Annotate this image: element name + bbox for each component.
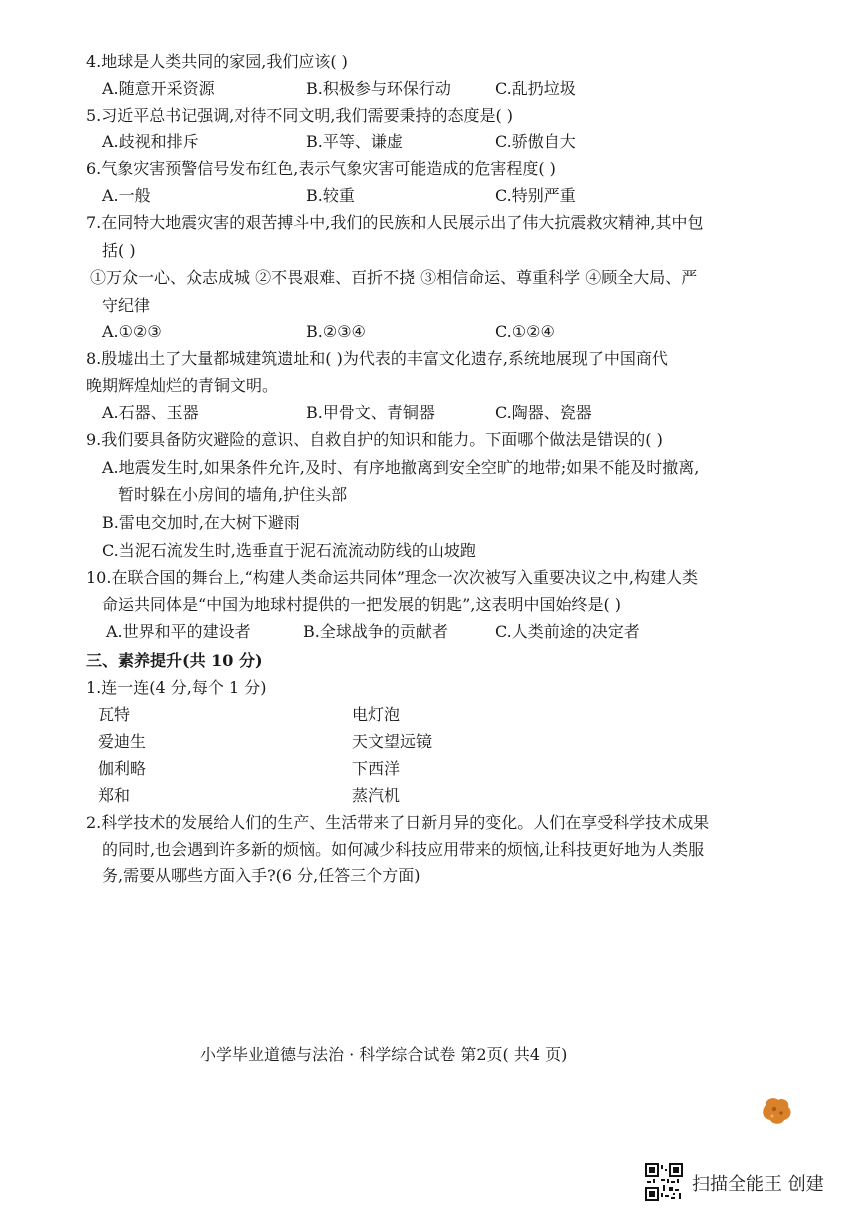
- question-7-option-a: A.①②③: [102, 322, 162, 341]
- match-right-item: 电灯泡: [352, 705, 401, 724]
- question-5-option-c: C.骄傲自大: [495, 132, 576, 151]
- question-10-option-a: A.世界和平的建设者: [106, 622, 251, 641]
- match-right-item: 蒸汽机: [352, 786, 401, 805]
- question-2-line-1: 2.科学技术的发展给人们的生产、生活带来了日新月异的变化。人们在享受科学技术成果: [86, 813, 710, 832]
- question-6-option-b: B.较重: [306, 186, 355, 205]
- question-5-option-a: A.歧视和排斥: [102, 132, 199, 151]
- match-right-item: 下西洋: [352, 759, 401, 778]
- question-7-stem-line-3: ①万众一心、众志成城 ②不畏艰难、百折不挠 ③相信命运、尊重科学 ④顾全大局、严: [90, 268, 698, 287]
- question-5-option-b: B.平等、谦虚: [306, 132, 403, 151]
- question-8-stem-line-1: 8.殷墟出土了大量都城建筑遗址和( )为代表的丰富文化遗存,系统地展现了中国商代: [86, 349, 668, 368]
- question-9-option-c: C.当泥石流发生时,选垂直于泥石流流动防线的山坡跑: [102, 541, 476, 560]
- match-left-item: 郑和: [98, 786, 131, 805]
- scanner-watermark: 扫描全能王 创建: [692, 1174, 824, 1195]
- stain-mark-icon: [760, 1095, 794, 1127]
- match-left-item: 瓦特: [98, 705, 131, 724]
- section-3-title: 三、素养提升(共 10 分): [86, 651, 263, 670]
- question-10-option-b: B.全球战争的贡献者: [303, 622, 448, 641]
- question-2-line-2: 的同时,也会遇到许多新的烦恼。如何减少科技应用带来的烦恼,让科技更好地为人类服: [102, 840, 705, 859]
- question-6-option-c: C.特别严重: [495, 186, 576, 205]
- question-6-option-a: A.一般: [102, 186, 151, 205]
- question-9-option-b: B.雷电交加时,在大树下避雨: [102, 513, 300, 532]
- question-7-option-b: B.②③④: [306, 322, 366, 341]
- question-9-option-a-line-2: 暂时躲在小房间的墙角,护住头部: [118, 485, 348, 504]
- question-8-option-c: C.陶器、瓷器: [495, 403, 592, 422]
- question-9-stem: 9.我们要具备防灾避险的意识、自救自护的知识和能力。下面哪个做法是错误的( ): [86, 430, 663, 449]
- page-footer: 小学毕业道德与法治 · 科学综合试卷 第2页( 共4 页): [200, 1045, 568, 1064]
- question-4-option-b: B.积极参与环保行动: [306, 79, 451, 98]
- question-5-stem: 5.习近平总书记强调,对待不同文明,我们需要秉持的态度是( ): [86, 106, 514, 125]
- question-6-stem: 6.气象灾害预警信号发布红色,表示气象灾害可能造成的危害程度( ): [86, 159, 556, 178]
- question-7-stem-line-2: 括( ): [102, 241, 136, 260]
- question-7-stem-line-4: 守纪律: [102, 296, 151, 315]
- question-10-stem-line-2: 命运共同体是“中国为地球村提供的一把发展的钥匙”,这表明中国始终是( ): [102, 595, 622, 614]
- question-8-option-a: A.石器、玉器: [102, 403, 199, 422]
- question-4-option-c: C.乱扔垃圾: [495, 79, 576, 98]
- question-10-stem-line-1: 10.在联合国的舞台上,“构建人类命运共同体”理念一次次被写入重要决议之中,构建人类: [86, 568, 698, 587]
- question-2-line-3: 务,需要从哪些方面入手?(6 分,任答三个方面): [102, 866, 421, 885]
- qr-code-icon: [645, 1163, 683, 1201]
- match-right-item: 天文望远镜: [352, 732, 433, 751]
- question-10-option-c: C.人类前途的决定者: [495, 622, 640, 641]
- match-left-item: 伽利略: [98, 759, 147, 778]
- question-9-option-a-line-1: A.地震发生时,如果条件允许,及时、有序地撤离到安全空旷的地带;如果不能及时撤离,: [102, 458, 700, 477]
- question-4-option-a: A.随意开采资源: [102, 79, 215, 98]
- question-7-option-c: C.①②④: [495, 322, 555, 341]
- match-question-title: 1.连一连(4 分,每个 1 分): [86, 678, 267, 697]
- question-7-stem-line-1: 7.在同特大地震灾害的艰苦搏斗中,我们的民族和人民展示出了伟大抗震救灾精神,其中包: [86, 213, 704, 232]
- question-8-option-b: B.甲骨文、青铜器: [306, 403, 435, 422]
- question-8-stem-line-2: 晚期辉煌灿烂的青铜文明。: [86, 376, 279, 395]
- question-4-stem: 4.地球是人类共同的家园,我们应该( ): [86, 52, 348, 71]
- match-left-item: 爱迪生: [98, 732, 147, 751]
